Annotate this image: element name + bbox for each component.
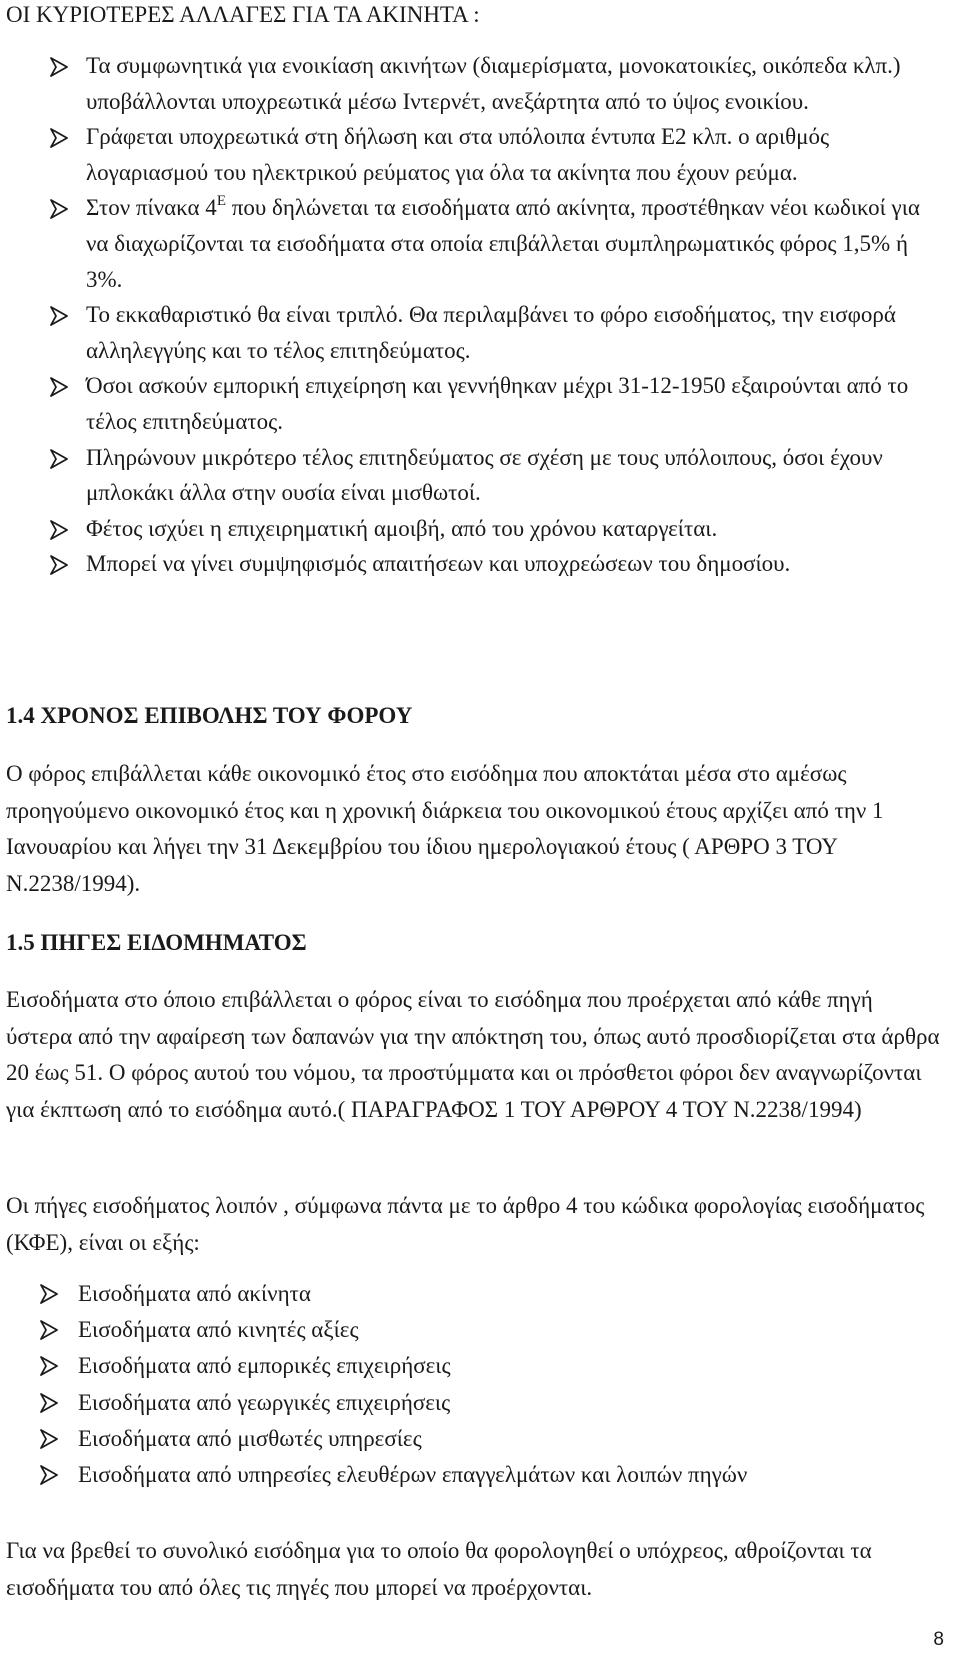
list-item-text: Τα συμφωνητικά για ενοικίαση ακινήτων (διαμερίσματα, μονοκατοικίες, οικόπεδα κλπ.) υποβάλλονται υποχρεωτικά μέσω Ιντερνέτ, ανεξάρτητα από το ύψος ενοικίου. (86, 53, 901, 114)
arrow-bullet-icon (48, 198, 70, 220)
section-1-5-paragraph-1: Εισοδήματα στο όποιο επιβάλλεται ο φόρος είναι το εισόδημα που προέρχεται από κάθε πηγή ύστερα από την αφαίρεση των δαπανών για την απόκτηση του, όπως αυτό προσδιορίζεται στα άρθρα 20 έως 51. Ο φόρος αυτού του νόμου, τα προστύμματα και οι πρόσθετοι φόροι δεν αναγνωρίζονται για έκπτωση από το εισόδημα αυτό.( ΠΑΡΑΓΡΑΦΟΣ 1 ΤΟΥ ΑΡΘΡΟΥ 4 ΤΟΥ Ν.2238/1994) (6, 987, 940, 1122)
arrow-bullet-icon (38, 1319, 60, 1341)
closing-paragraph: Για να βρεθεί το συνολικό εισόδημα για το οποίο θα φορολογηθεί ο υπόχρεος, αθροίζονται τα εισοδήματα του από όλες τις πηγές που μπορεί να προέρχονται. (6, 1538, 872, 1600)
list-item-text: Εισοδήματα από ακίνητα (78, 1281, 311, 1306)
list-item (48, 511, 938, 547)
arrow-bullet-icon (48, 56, 70, 78)
list-item (38, 1421, 938, 1457)
list-item-text: Στον πίνακα 4 (86, 195, 217, 221)
list-item (48, 48, 938, 119)
arrow-bullet-icon (38, 1428, 60, 1450)
page-number: 8 (933, 1629, 944, 1650)
list-item-text: Φέτος ισχύει η επιχειρηματική αμοιβή, από του χρόνου καταργείται. (86, 515, 718, 541)
section-heading-1-4: 1.4 ΧΡΟΝΟΣ ΕΠΙΒΟΛΗΣ ΤΟΥ ΦΟΡΟΥ (6, 703, 413, 728)
list-item-text: Μπορεί να γίνει συμψηφισμός απαιτήσεων και υποχρεώσεων του δημοσίου. (86, 551, 791, 577)
list-item-text: Εισοδήματα από γεωργικές επιχειρήσεις (78, 1389, 451, 1415)
arrow-bullet-icon (48, 127, 70, 149)
arrow-bullet-icon (48, 305, 70, 327)
section-1-4-paragraph: Ο φόρος επιβάλλεται κάθε οικονομικό έτος στο εισόδημα που αποκτάται μέσα στο αμέσως προηγούμενο οικονομικό έτος και η χρονική διάρκεια του οικονομικού έτους αρχίζει από την 1 Ιανουαρίου και λήγει την 31 Δεκεμβρίου του ίδιου ημερολογιακού έτους ( ΑΡΘΡΟ 3 ΤΟΥ Ν.2238/1994). (6, 761, 884, 896)
list-item-text-cont: που δηλώνεται τα εισοδήματα από ακίνητα, προστέθηκαν νέοι κωδικοί για να διαχωρίζονται τα εισοδήματα στα οποία επιβάλλεται συμπληρωματικός φόρος 1,5% ή 3%. (86, 195, 920, 292)
list-item-text: Εισοδήματα από εμπορικές επιχειρήσεις (78, 1353, 451, 1379)
list-item (38, 1457, 938, 1493)
changes-list (48, 48, 938, 582)
section-heading-1-5: 1.5 ΠΗΓΕΣ ΕΙΔΟΜΗΜΑΤΟΣ (6, 930, 307, 955)
list-item-text: Το εκκαθαριστικό θα είναι τριπλό. Θα περιλαμβάνει το φόρο εισοδήματος, την εισφορά αλληλεγγύης και το τέλος επιτηδεύματος. (86, 302, 896, 363)
list-item (48, 546, 938, 582)
list-item (48, 190, 938, 297)
list-item (38, 1385, 938, 1421)
list-item (38, 1348, 938, 1384)
income-sources-list (38, 1276, 938, 1493)
arrow-bullet-icon (38, 1283, 60, 1305)
list-item (38, 1276, 938, 1312)
list-item-text: Εισοδήματα από υπηρεσίες ελευθέρων επαγγελμάτων και λοιπών πηγών (78, 1462, 748, 1488)
arrow-bullet-icon (38, 1464, 60, 1486)
list-item (48, 297, 938, 368)
list-item-text: Πληρώνουν μικρότερο τέλος επιτηδεύματος σε σχέση με τους υπόλοιπους, όσοι έχουν μπλοκάκι άλλα στην ουσία είναι μισθωτοί. (86, 444, 883, 506)
intro-title: ΟΙ ΚΥΡΙΟΤΕΡΕΣ ΑΛΛΑΓΕΣ ΓΙΑ ΤΑ ΑΚΙΝΗΤΑ : (6, 2, 480, 27)
arrow-bullet-icon (48, 519, 70, 541)
list-item-text: Όσοι ασκούν εμπορική επιχείρηση και γεννήθηκαν μέχρι 31-12-1950 εξαιρούνται από το τέλος επιτηδεύματος. (86, 373, 909, 434)
list-item-text: Εισοδήματα από μισθωτές υπηρεσίες (78, 1425, 422, 1451)
arrow-bullet-icon (38, 1355, 60, 1377)
arrow-bullet-icon (48, 376, 70, 398)
list-item (48, 119, 938, 190)
list-item-text: Γράφεται υποχρεωτικά στη δήλωση και στα υπόλοιπα έντυπα Ε2 κλπ. ο αριθμός λογαριασμού του ηλεκτρικού ρεύματος για όλα τα ακίνητα που έχουν ρεύμα. (86, 124, 830, 185)
list-item-text: Εισοδήματα από κινητές αξίες (78, 1317, 359, 1343)
section-1-5-paragraph-2: Οι πήγες εισοδήματος λοιπόν , σύμφωνα πάντα με το άρθρο 4 του κώδικα φορολογίας εισοδήματος (ΚΦΕ), είναι οι εξής: (6, 1193, 925, 1255)
list-item (48, 440, 938, 511)
arrow-bullet-icon (48, 448, 70, 470)
arrow-bullet-icon (48, 554, 70, 576)
arrow-bullet-icon (38, 1392, 60, 1414)
list-item (38, 1312, 938, 1348)
list-item (48, 368, 938, 439)
superscript-e: Ε (216, 193, 226, 210)
